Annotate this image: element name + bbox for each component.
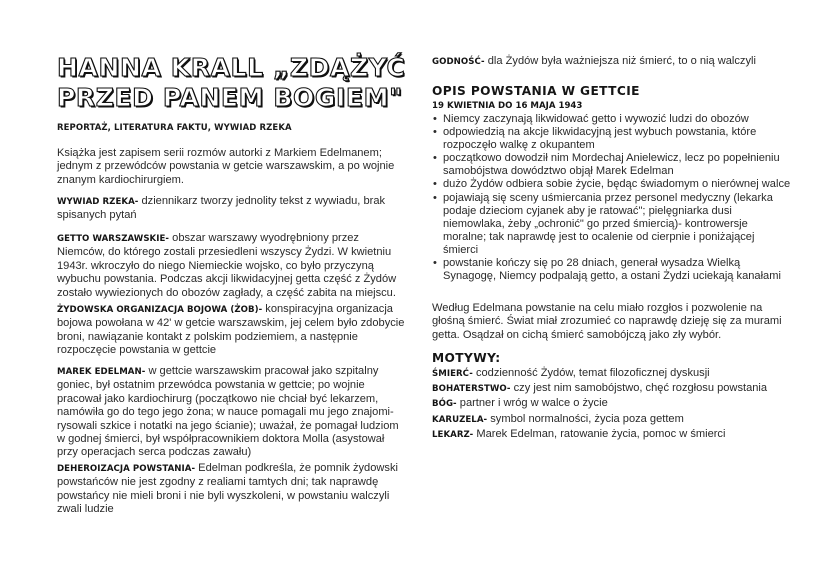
definition-text: w gettcie warszawskim pracował jako szpitalny goniec, był ostatnim przewódca powstania w gettcie; po wojnie pracował jako kardiochirurg (początkowo nie chciał być lekarzem, namówiła go do tego jego żona; w nauce pomagali mu jego znajomi- rysowali szkice i notatki na jego ścianie); uważał, że pomagał ludziom w godnej śmierci, był współpracownikiem doktora Molla (asystował przy operacjach serca podczas zawału) xyxy=(57,365,399,459)
bullet-icon: • xyxy=(433,178,437,191)
motif-term: BÓG- xyxy=(432,399,457,410)
definition-deheroizacja xyxy=(57,462,407,517)
bullet-icon: • xyxy=(433,191,437,204)
motif-term: KARUZELA- xyxy=(432,414,488,425)
definition-term: MAREK EDELMAN- xyxy=(57,367,146,377)
definition-zob xyxy=(57,303,407,358)
definition-godnosc xyxy=(432,55,792,69)
motif-text: codzienność Żydów, temat filozoficznej dyskusji xyxy=(472,367,710,379)
motif-item xyxy=(432,381,802,396)
list-item: • dużo Żydów odbiera sobie życie, będąc świadomym o nierównej walce xyxy=(433,178,791,191)
uprising-dates: 19 KWIETNIA DO 16 MAJA 1943 xyxy=(432,101,583,111)
definition-term: DEHEROIZACJA POWSTANIA- xyxy=(57,464,196,474)
motif-term: BOHATERSTWO- xyxy=(432,384,511,395)
motif-text: Marek Edelman, ratowanie życia, pomoc w śmierci xyxy=(473,427,726,440)
bullet-icon: • xyxy=(433,126,437,139)
definition-wywiad-rzeka xyxy=(57,195,407,223)
definition-text: Edelman podkreśla, że pomnik żydowski powstańców nie jest zgodny z realiami tamtych dni; tak naprawdę powstańcy nie mieli broni i nie byli wyszkoleni, w powstaniu walczyli zwali ludzie xyxy=(57,462,398,516)
motif-item xyxy=(432,412,802,427)
definition-getto-warszawskie xyxy=(57,232,407,300)
document-title xyxy=(57,53,417,113)
definition-term: WYWIAD RZEKA- xyxy=(57,197,139,207)
uprising-heading: OPIS POWSTANIA W GETTCIE xyxy=(432,84,640,98)
motif-term: LEKARZ- xyxy=(432,429,474,440)
definition-text: konspiracyjna organizacja bojowa powołana w 42' w getcie warszawskim, jej celem było zdobycie broni, nawiązanie kontakt z polskim podziemiem, a następnie rozpoczęcie powstania w gettcie xyxy=(57,303,405,357)
definition-text: dla Żydów była ważniejsza niż śmierć, to o nią walczyli xyxy=(484,55,756,67)
list-item: • Niemcy zaczynają likwidować getto i wywozić ludzi do obozów xyxy=(433,113,749,125)
motif-item xyxy=(432,366,802,381)
definition-text: obszar warszawy wyodrębniony przez Niemców, do którego zostali przesiedleni wszyscy Żydzi. W kwietniu 1943r. wkroczyło do niego Niemieckie wojsko, co było przyczyną wybuchu powstania. Podczas akcji likwidacyjnej getta część z Żydów zostało wywiezionych do obozów zagłady, a część zabita na miejscu. xyxy=(57,232,397,299)
motif-term: ŚMIERĆ- xyxy=(432,369,473,379)
definition-term: ŻYDOWSKA ORGANIZACJA BOJOWA (ŻOB)- xyxy=(57,305,263,315)
motifs-list xyxy=(432,366,802,442)
motif-text: symbol normalności, życia poza gettem xyxy=(487,412,684,425)
motif-text: czy jest nim samobójstwo, chęć rozgłosu powstania xyxy=(510,382,768,395)
definition-text: dziennikarz tworzy jednolity tekst z wywiadu, brak spisanych pytań xyxy=(57,195,386,222)
bullet-icon: • xyxy=(433,113,437,125)
intro-paragraph: Książka jest zapisem serii rozmów autorki z Markiem Edelmanem; jednym z przewódców powstania w getcie warszawskim, a po wojnie znanym kardiochirurgiem. xyxy=(57,147,395,186)
list-item: • powstanie kończy się po 28 dniach, generał wysadza Wielką Synagogę, Niemcy podpalają getto, a ostani Żydzi uciekają kanałami xyxy=(433,257,781,283)
bullet-icon: • xyxy=(433,257,437,270)
definition-term: GETTO WARSZAWSKIE- xyxy=(57,234,170,244)
edelman-view-paragraph: Według Edelmana powstanie na celu miało rozgłos i pozwolenie na głośną śmierć. Świat miał zrozumieć co naprawdę dzieję się za murami getta. Osądzał on cichą śmierć samobójczą jako zły wybór. xyxy=(432,302,782,341)
definition-marek-edelman xyxy=(57,365,407,460)
title-line-2: PRZED PANEM BOGIEM" xyxy=(57,83,403,112)
list-item: • pojawiają się sceny uśmiercania przez personel medyczny (lekarka podaje dzieciom cyjanek aby je ratować"; pielęgniarka dusi niemowlaka, żeby „ochronić" go przed śmiercią)- kontrowersje moralne; tak naprawdę jest to ocalenie od cierpnie i poniżającej śmierci xyxy=(433,191,773,256)
list-item: • odpowiedzią na akcje likwidacyjną jest wybuch powstania, które rozpoczęło walkę z okupantem xyxy=(433,126,757,152)
document-subtitle: REPORTAŻ, LITERATURA FAKTU, WYWIAD RZEKA xyxy=(57,123,292,133)
bullet-icon: • xyxy=(433,152,437,165)
motif-item xyxy=(432,396,802,411)
motifs-heading: MOTYWY: xyxy=(432,351,501,365)
list-item: • początkowo dowodził nim Mordechaj Anielewicz, lecz po popełnieniu samobójstwa dowództwo objął Marek Edelman xyxy=(433,152,780,178)
title-line-1: HANNA KRALL „ZDĄŻYĆ xyxy=(57,53,406,82)
motif-item xyxy=(432,427,802,442)
motif-text: partner i wróg w walce o życie xyxy=(456,397,608,410)
definition-term: GODNOŚĆ- xyxy=(432,57,485,67)
uprising-bullet-list xyxy=(432,113,792,283)
